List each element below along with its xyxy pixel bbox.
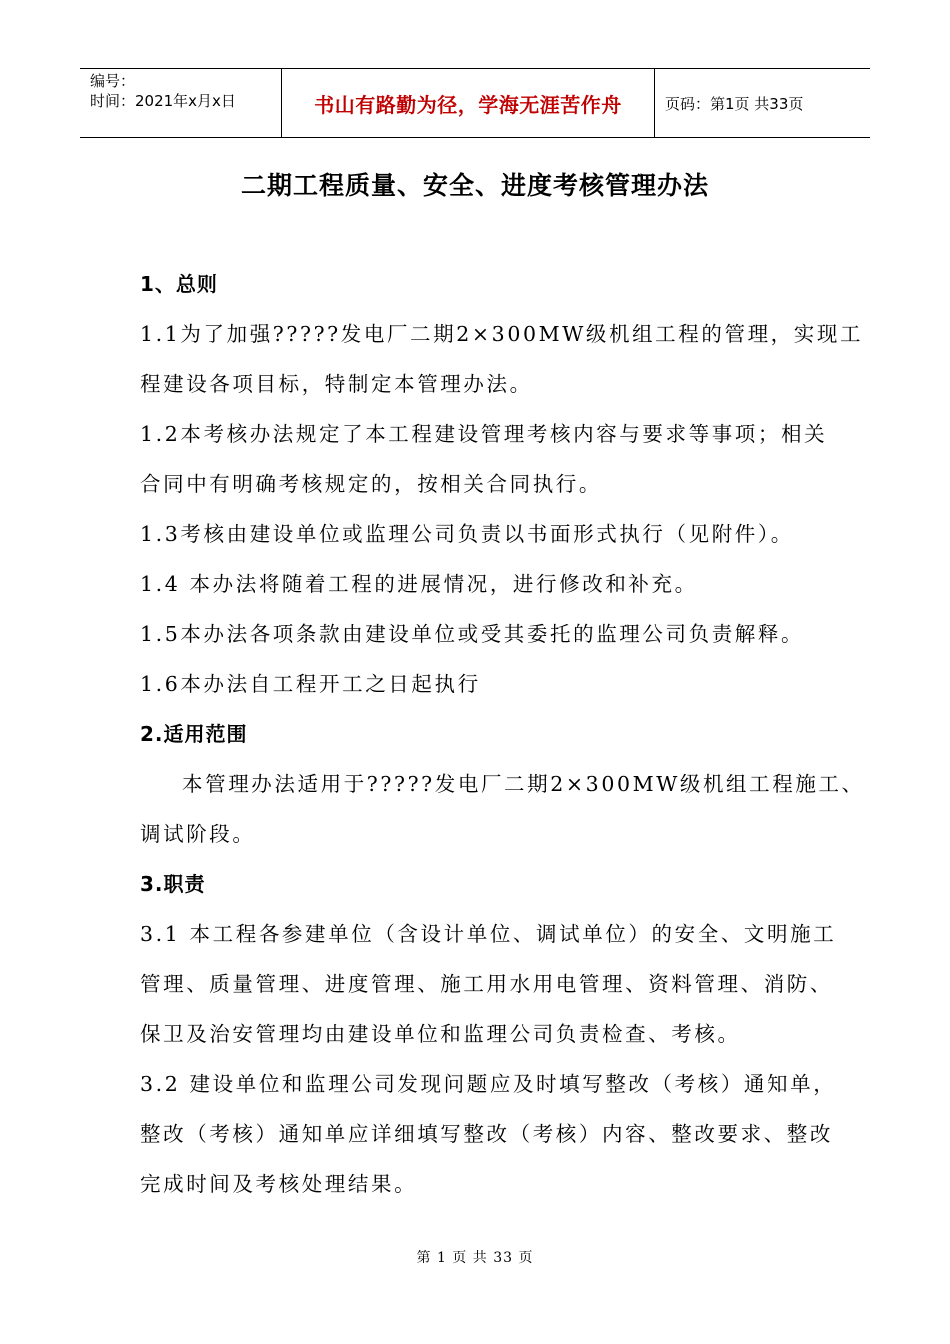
header-motto-cell <box>281 69 655 137</box>
clause-1-4: 1.4 本办法将随着工程的进展情况，进行修改和补充。 <box>140 572 698 596</box>
document-header <box>80 68 870 138</box>
section-heading-duties: 3.职责 <box>140 872 206 896</box>
document-number-label: 编号： <box>90 72 136 90</box>
clause-1-1-line-1: 1.1为了加强?????发电厂二期2×300MW级机组工程的管理，实现工 <box>140 322 864 346</box>
clause-1-2-line-1: 1.2本考核办法规定了本工程建设管理考核内容与要求等事项；相关 <box>140 422 828 446</box>
document-body <box>140 268 865 1218</box>
clause-3-1-line-1: 3.1 本工程各参建单位（含设计单位、调试单位）的安全、文明施工 <box>140 922 837 946</box>
document-date: 时间：2021年x月x日 <box>90 92 236 110</box>
clause-3-2-line-2: 整改（考核）通知单应详细填写整改（考核）内容、整改要求、整改 <box>140 1122 833 1146</box>
clause-1-6: 1.6本办法自工程开工之日起执行 <box>140 672 481 696</box>
page-footer: 第 1 页 共 33 页 <box>416 1250 534 1266</box>
clause-1-1-line-2: 程建设各项目标，特制定本管理办法。 <box>140 372 533 396</box>
clause-3-1-line-2: 管理、质量管理、进度管理、施工用水用电管理、资料管理、消防、 <box>140 972 833 996</box>
clause-1-2-line-2: 合同中有明确考核规定的，按相关合同执行。 <box>140 472 602 496</box>
header-meta-cell <box>80 69 281 137</box>
header-motto: 书山有路勤为径，学海无涯苦作舟 <box>314 92 622 117</box>
section-heading-scope: 2.适用范围 <box>140 722 248 746</box>
clause-3-1-line-3: 保卫及治安管理均由建设单位和监理公司负责检查、考核。 <box>140 1022 741 1046</box>
clause-3-2-line-3: 完成时间及考核处理结果。 <box>140 1172 418 1196</box>
scope-paragraph-line-2: 调试阶段。 <box>140 822 256 846</box>
header-page-cell <box>655 69 870 137</box>
scope-paragraph-line-1: 本管理办法适用于?????发电厂二期2×300MW级机组工程施工、 <box>182 772 865 796</box>
clause-1-3: 1.3考核由建设单位或监理公司负责以书面形式执行（见附件）。 <box>140 522 794 546</box>
clause-1-5: 1.5本办法各项条款由建设单位或受其委托的监理公司负责解释。 <box>140 622 805 646</box>
header-page-info: 页码：第1页 共33页 <box>665 94 804 113</box>
section-heading-general: 1、总则 <box>140 272 218 296</box>
document-title: 二期工程质量、安全、进度考核管理办法 <box>240 171 709 200</box>
clause-3-2-line-1: 3.2 建设单位和监理公司发现问题应及时填写整改（考核）通知单， <box>140 1072 837 1096</box>
